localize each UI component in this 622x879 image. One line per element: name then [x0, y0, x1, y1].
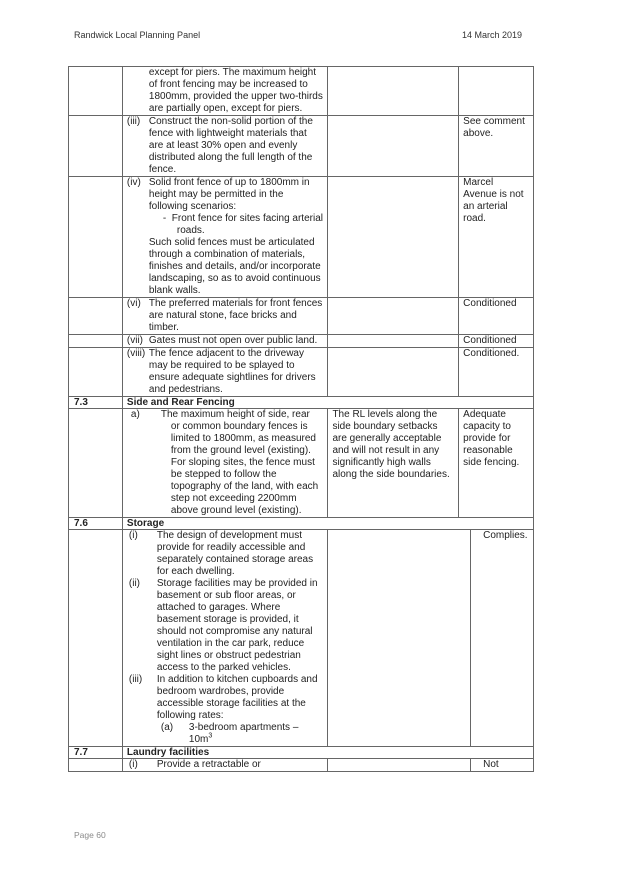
control-text: The preferred materials for front fences are natural stone, face bricks and timber. — [148, 298, 323, 333]
item-number: (vi) — [126, 298, 141, 309]
section-title: Storage — [123, 518, 534, 529]
control-text: Provide a retractable or — [156, 759, 261, 770]
bullet-text: Front fence for sites facing arterial — [171, 213, 323, 224]
compliance-comment: See comment above. — [459, 116, 534, 176]
section-header-row — [69, 397, 534, 409]
compliance-comment: Complies. — [471, 530, 534, 746]
section-header-row — [69, 747, 534, 759]
compliance-comment: Conditioned. — [459, 348, 534, 396]
control-text: Construct the non-solid portion of the fence with lightweight materials that are at least 30% open and evenly distributed along the full length of the fence. — [148, 116, 313, 175]
table-row — [69, 409, 534, 518]
table-row — [69, 530, 534, 747]
compliance-comment: Not — [471, 759, 534, 771]
compliance-comment: Marcel Avenue is not an arterial road. — [459, 177, 534, 297]
compliance-comment: Adequate capacity to provide for reasonable side fencing. — [459, 409, 534, 517]
control-text: Storage facilities may be provided in basement or sub floor areas, or attached to garages. Where basement storage is provided, it should not compromise any natural ventilation in the car park, reduce sight lines or obstruct pedestrian access to the parked vehicles. — [156, 578, 318, 673]
control-text: In addition to kitchen cupboards and bedroom wardrobes, provide accessible storage facilities at the following rates: — [156, 674, 318, 721]
section-number: 7.7 — [69, 747, 123, 758]
table-row — [69, 177, 534, 298]
item-number: (viii) — [126, 348, 146, 359]
header-date: 14 March 2019 — [462, 30, 523, 40]
control-text: The maximum height of side, rear — [160, 409, 310, 420]
control-text: Such solid fences must be articulated through a combination of materials, finishes and details, and/or incorporate landscaping, so as to avoid continuous blank walls. — [148, 237, 321, 296]
control-text: The design of development must provide for readily accessible and separately contained storage areas for each dwelling. — [156, 530, 314, 577]
item-number: (iii) — [128, 674, 143, 685]
header-title: Randwick Local Planning Panel — [74, 30, 201, 40]
control-text: Solid front fence of up to 1800mm in height may be permitted in the following scenarios: — [148, 177, 310, 212]
item-number: (iv) — [126, 177, 141, 188]
section-number: 7.6 — [69, 518, 123, 529]
proposal-text: The RL levels along the side boundary setbacks are generally acceptable and will not result in any significantly high walls along the side boundaries. — [328, 409, 459, 517]
compliance-table — [68, 66, 534, 772]
item-number: (ii) — [128, 578, 140, 589]
sub-item-number: (a) — [160, 722, 174, 733]
section-title: Side and Rear Fencing — [123, 397, 534, 408]
sub-item-text: 3-bedroom apartments – — [188, 722, 299, 733]
control-text-continued: or common boundary fences is limited to 1800mm, as measured from the ground level (existing). For sloping sites, the fence must be stepped to follow the topography of the land, with each step not exceeding 2200mm above ground level (existing). — [170, 421, 319, 516]
item-number: (vii) — [126, 335, 143, 346]
table-row — [69, 348, 534, 397]
compliance-comment: Conditioned — [459, 335, 534, 347]
section-number: 7.3 — [69, 397, 123, 408]
control-text: except for piers. The maximum height of front fencing may be increased to 1800mm, provided the upper two-thirds are partially open, except for piers. — [148, 67, 323, 114]
table-row — [69, 335, 534, 348]
section-header-row — [69, 518, 534, 530]
page-number: Page 60 — [74, 830, 106, 840]
table-row — [69, 116, 534, 177]
table-row — [69, 67, 534, 116]
dash-bullet: - — [162, 213, 167, 224]
control-text: Gates must not open over public land. — [148, 335, 318, 346]
item-number: (i) — [128, 530, 138, 541]
item-number: a) — [130, 409, 140, 420]
control-text: The fence adjacent to the driveway may be required to be splayed to ensure adequate sightlines for drivers and pedestrians. — [148, 348, 316, 395]
bullet-text-continued: roads. — [176, 225, 205, 236]
section-title: Laundry facilities — [123, 747, 534, 758]
compliance-comment: Conditioned — [459, 298, 534, 334]
sub-item-value: 10m — [188, 734, 209, 745]
superscript: 3 — [208, 732, 213, 740]
item-number: (i) — [128, 759, 138, 770]
table-row — [69, 759, 534, 772]
item-number: (iii) — [126, 116, 141, 127]
table-row — [69, 298, 534, 335]
